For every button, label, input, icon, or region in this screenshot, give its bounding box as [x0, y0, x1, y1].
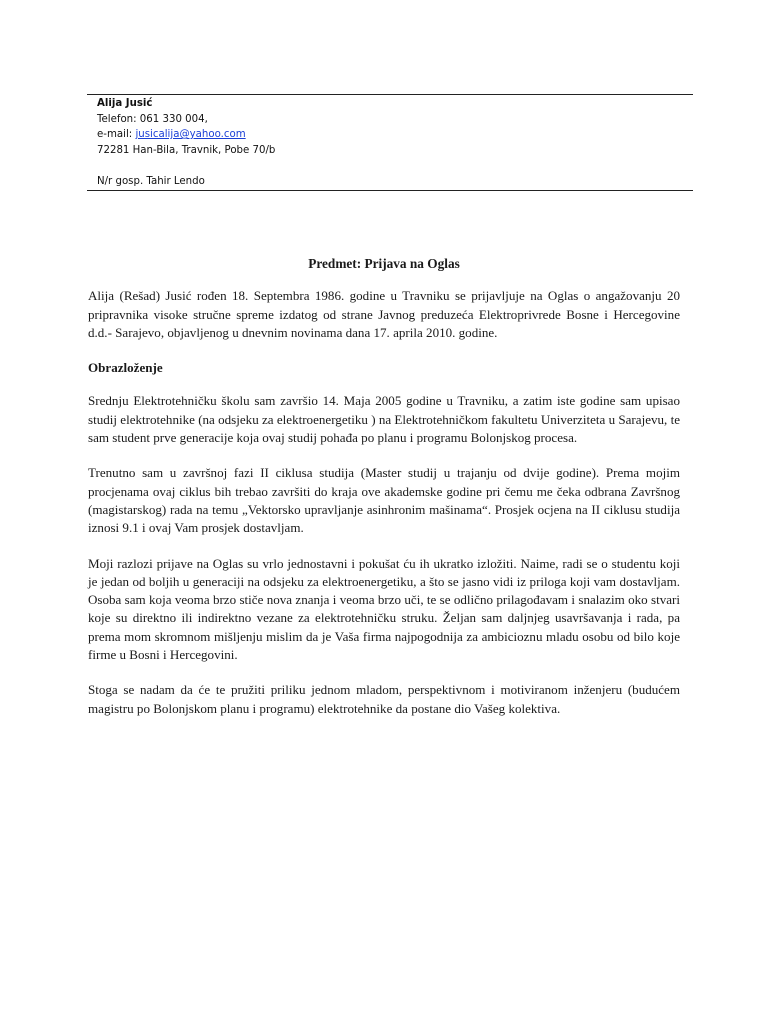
recipient-attention: N/r gosp. Tahir Lendo — [97, 175, 205, 187]
header-top-rule — [87, 94, 693, 95]
sender-phone: Telefon: 061 330 004, — [97, 113, 208, 125]
letter-body — [88, 255, 680, 735]
email-label: e-mail: — [97, 129, 136, 141]
letter-subject: Predmet: Prijava na Oglas — [308, 256, 460, 271]
sender-email-line — [97, 127, 687, 143]
sender-header — [97, 96, 687, 190]
sender-address: 72281 Han-Bila, Travnik, Pobe 70/b — [97, 144, 276, 156]
intro-paragraph: Alija (Rešad) Jusić rođen 18. Septembra 1986. godine u Travniku se prijavljuje na Oglas o angažovanju 20 pripravnika visoke stručne spreme izdatog od strane Javnog preduzeća Elektroprivrede Bosne i Hercegovine d.d.- Sarajevo, objavljenog u dnevnim novinama dana 17. aprila 2010. godine. — [88, 288, 680, 340]
header-bottom-rule — [87, 190, 693, 191]
header-spacer — [97, 158, 687, 174]
body-paragraph: Moji razlozi prijave na Oglas su vrlo jednostavni i pokušat ću ih ukratko izložiti. Naime, radi se o studentu koji je jedan od boljih u generaciji na odsjeku za elektroenergetiku, a što se jasno vidi iz priloga koji vam dostavljam. Osoba sam koja veoma brzo stiče nova znanja i veoma brzo uči, te se odlično prilagođavam i snalazim oko stvari koje su direktno ili indirektno vezane za elektrotehničku struku. Željan sam daljnjeg usavršavanja i rada, pa prema mom skromnom mišljenju mislim da je Vaša firma najpogodnija za ambicioznu mladu osobu od bilo koje firme u Bosni i Hercegovini. — [88, 555, 680, 663]
body-paragraph: Trenutno sam u završnoj fazi II ciklusa studija (Master studij u trajanju od dvije godine). Prema mojim procjenama ovaj ciklus bih trebao završiti do kraja ove akademske godine pri čemu me čeka odbrana Završnog (magistarskog) rada na temu „Vektorsko upravljanje asinhronim mašinama“. Prosjek ocjena na II ciklusu studija iznosi 9.1 i ovaj Vam prosjek dostavljam. — [88, 465, 680, 536]
section-heading: Obrazloženje — [88, 360, 163, 376]
email-link[interactable]: jusicalija@yahoo.com — [135, 129, 246, 141]
sender-name: Alija Jusić — [97, 98, 153, 109]
body-paragraph: Srednju Elektrotehničku školu sam završio 14. Maja 2005 godine u Travniku, a zatim iste godine sam upisao studij elektrotehnike (na odsjeku za elektroenergetiku ) na Elektrotehničkom fakultetu Univerziteta u Sarajevu, te sam student prve generacije koja ovaj studij pohađa po planu i programu Bolonjskog procesa. — [88, 393, 680, 446]
body-paragraph: Stoga se nadam da će te pružiti priliku jednom mladom, perspektivnom i motiviranom inženjeru (budućem magistru po Bolonjskom planu i programu) elektrotehnike da postane dio Vašeg kolektiva. — [88, 682, 680, 716]
